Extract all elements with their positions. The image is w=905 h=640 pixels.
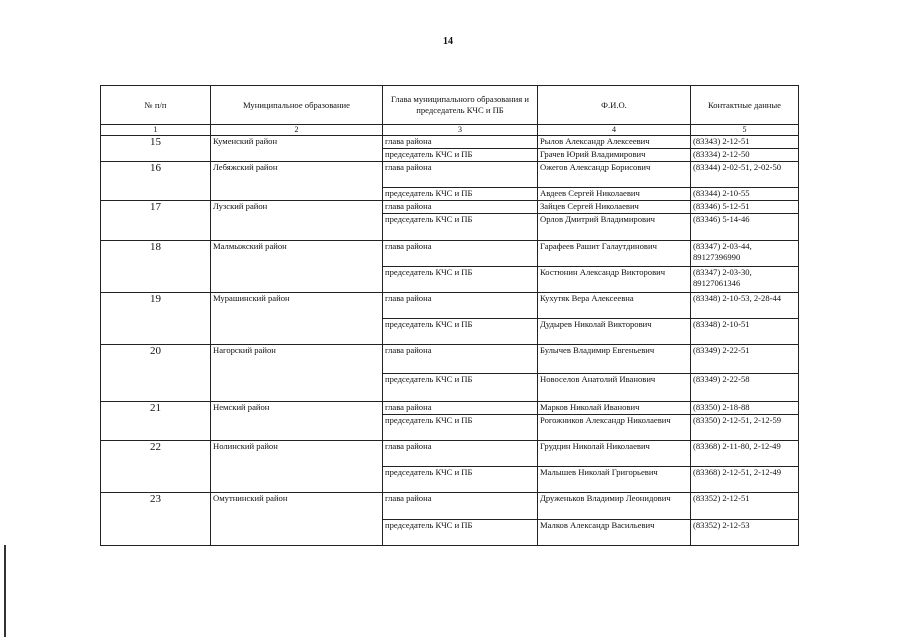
person-name: Костюнин Александр Викторович	[538, 266, 691, 292]
person-name: Малышев Николай Григорьевич	[538, 467, 691, 493]
person-name: Грудцин Николай Николаевич	[538, 441, 691, 467]
person-name: Гарафеев Рашит Галаутдинович	[538, 240, 691, 266]
role-cell: глава района	[383, 240, 538, 266]
municipality-name: Малмыжский район	[211, 240, 383, 292]
row-number: 18	[101, 240, 211, 292]
contact-phone: (83368) 2-11-80, 2-12-49	[691, 441, 799, 467]
person-name: Дудырев Николай Викторович	[538, 319, 691, 345]
role-cell: председатель КЧС и ПБ	[383, 319, 538, 345]
contact-phone: (83368) 2-12-51, 2-12-49	[691, 467, 799, 493]
row-number: 19	[101, 292, 211, 344]
column-number: 4	[538, 125, 691, 136]
role-cell: глава района	[383, 493, 538, 519]
contact-phone: (83347) 2-03-30, 89127061346	[691, 266, 799, 292]
role-cell: председатель КЧС и ПБ	[383, 519, 538, 545]
role-cell: глава района	[383, 345, 538, 373]
municipality-name: Лузский район	[211, 201, 383, 240]
person-name: Рогожников Александр Николаевич	[538, 415, 691, 441]
column-number-row	[101, 125, 799, 136]
table-row	[101, 136, 799, 149]
contact-phone: (83350) 2-18-88	[691, 401, 799, 414]
column-number: 3	[383, 125, 538, 136]
municipality-name: Немский район	[211, 401, 383, 440]
person-name: Малков Александр Васильевич	[538, 519, 691, 545]
contact-phone: (83344) 2-10-55	[691, 188, 799, 201]
row-number: 21	[101, 401, 211, 440]
municipality-name: Мурашинский район	[211, 292, 383, 344]
contact-phone: (83349) 2-22-51	[691, 345, 799, 373]
contact-phone: (83352) 2-12-53	[691, 519, 799, 545]
person-name: Ожегов Александр Борисович	[538, 162, 691, 188]
contact-phone: (83349) 2-22-58	[691, 373, 799, 401]
table-header	[101, 86, 799, 136]
table-row	[101, 441, 799, 467]
page-number: 14	[443, 36, 453, 47]
contact-phone: (83346) 5-14-46	[691, 214, 799, 240]
table-body	[101, 136, 799, 546]
contact-phone: (83350) 2-12-51, 2-12-59	[691, 415, 799, 441]
table-row	[101, 345, 799, 373]
table-row	[101, 201, 799, 214]
column-number: 1	[101, 125, 211, 136]
role-cell: глава района	[383, 136, 538, 149]
person-name: Булычев Владимир Евгеньевич	[538, 345, 691, 373]
table-row	[101, 162, 799, 188]
contact-phone: (83346) 5-12-51	[691, 201, 799, 214]
contact-phone: (83348) 2-10-51	[691, 319, 799, 345]
row-number: 15	[101, 136, 211, 162]
header-contacts: Контактные данные	[691, 86, 799, 125]
person-name: Новоселов Анатолий Иванович	[538, 373, 691, 401]
role-cell: глава района	[383, 201, 538, 214]
row-number: 23	[101, 493, 211, 546]
row-number: 22	[101, 441, 211, 493]
contact-phone: (83347) 2-03-44, 89127396990	[691, 240, 799, 266]
contact-phone: (83348) 2-10-53, 2-28-44	[691, 292, 799, 318]
role-cell: глава района	[383, 292, 538, 318]
municipality-name: Куменский район	[211, 136, 383, 162]
header-name: Ф.И.О.	[538, 86, 691, 125]
role-cell: глава района	[383, 401, 538, 414]
table-row	[101, 401, 799, 414]
contact-phone: (83352) 2-12-51	[691, 493, 799, 519]
contact-phone: (83334) 2-12-50	[691, 149, 799, 162]
contact-phone: (83344) 2-02-51, 2-02-50	[691, 162, 799, 188]
role-cell: глава района	[383, 162, 538, 188]
role-cell: глава района	[383, 441, 538, 467]
table-row	[101, 292, 799, 318]
person-name: Грачев Юрий Владимирович	[538, 149, 691, 162]
contacts-table	[100, 85, 799, 546]
role-cell: председатель КЧС и ПБ	[383, 373, 538, 401]
person-name: Орлов Дмитрий Владимирович	[538, 214, 691, 240]
municipality-name: Нолинский район	[211, 441, 383, 493]
person-name: Друженьков Владимир Леонидович	[538, 493, 691, 519]
role-cell: председатель КЧС и ПБ	[383, 467, 538, 493]
municipality-name: Нагорский район	[211, 345, 383, 402]
person-name: Рылов Александр Алексеевич	[538, 136, 691, 149]
row-number: 16	[101, 162, 211, 201]
column-number: 5	[691, 125, 799, 136]
table-row	[101, 493, 799, 519]
person-name: Авдеев Сергей Николаевич	[538, 188, 691, 201]
role-cell: председатель КЧС и ПБ	[383, 214, 538, 240]
table-row	[101, 240, 799, 266]
role-cell: председатель КЧС и ПБ	[383, 266, 538, 292]
person-name: Кухутяк Вера Алексеевна	[538, 292, 691, 318]
municipality-name: Лебяжский район	[211, 162, 383, 201]
header-municipality: Муниципальное образование	[211, 86, 383, 125]
role-cell: председатель КЧС и ПБ	[383, 415, 538, 441]
contact-phone: (83343) 2-12-51	[691, 136, 799, 149]
header-role: Глава муниципального образования и председатель КЧС и ПБ	[383, 86, 538, 125]
scan-edge-mark	[4, 545, 6, 637]
row-number: 20	[101, 345, 211, 402]
row-number: 17	[101, 201, 211, 240]
header-num: № п/п	[101, 86, 211, 125]
column-number: 2	[211, 125, 383, 136]
person-name: Марков Николай Иванович	[538, 401, 691, 414]
role-cell: председатель КЧС и ПБ	[383, 149, 538, 162]
person-name: Зайцев Сергей Николаевич	[538, 201, 691, 214]
municipality-name: Омутнинский район	[211, 493, 383, 546]
role-cell: председатель КЧС и ПБ	[383, 188, 538, 201]
